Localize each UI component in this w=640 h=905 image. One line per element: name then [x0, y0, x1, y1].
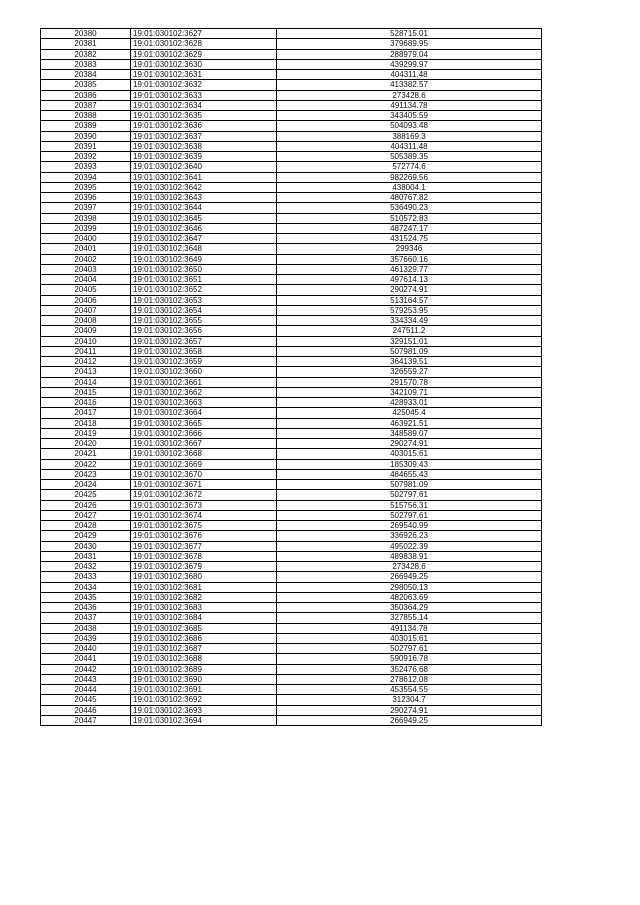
cadastral-number-cell: 19:01:030102:3671: [131, 480, 277, 490]
table-row: [41, 510, 542, 520]
value-cell: 343405.59: [277, 111, 542, 121]
table-row: [41, 223, 542, 233]
value-cell: 403015.61: [277, 633, 542, 643]
cadastral-number-cell: 19:01:030102:3653: [131, 295, 277, 305]
value-cell: 404311.48: [277, 141, 542, 151]
cadastral-number-cell: 19:01:030102:3644: [131, 203, 277, 213]
value-cell: 269540.99: [277, 521, 542, 531]
value-cell: 505389.35: [277, 152, 542, 162]
row-number-cell: 20390: [41, 131, 131, 141]
row-number-cell: 20425: [41, 490, 131, 500]
row-number-cell: 20432: [41, 562, 131, 572]
cadastral-number-cell: 19:01:030102:3656: [131, 326, 277, 336]
value-cell: 480767.82: [277, 193, 542, 203]
table-row: [41, 469, 542, 479]
row-number-cell: 20392: [41, 152, 131, 162]
value-cell: 326559.27: [277, 367, 542, 377]
row-number-cell: 20410: [41, 336, 131, 346]
row-number-cell: 20422: [41, 459, 131, 469]
row-number-cell: 20384: [41, 70, 131, 80]
cadastral-number-cell: 19:01:030102:3687: [131, 644, 277, 654]
table-row: [41, 633, 542, 643]
cadastral-number-cell: 19:01:030102:3630: [131, 59, 277, 69]
table-row: [41, 70, 542, 80]
row-number-cell: 20403: [41, 264, 131, 274]
table-row: [41, 715, 542, 725]
cadastral-number-cell: 19:01:030102:3677: [131, 541, 277, 551]
value-cell: 273428.6: [277, 90, 542, 100]
table-row: [41, 572, 542, 582]
cadastral-number-cell: 19:01:030102:3641: [131, 172, 277, 182]
value-cell: 327855.14: [277, 613, 542, 623]
value-cell: 342109.71: [277, 387, 542, 397]
cadastral-number-cell: 19:01:030102:3692: [131, 695, 277, 705]
row-number-cell: 20436: [41, 603, 131, 613]
row-number-cell: 20387: [41, 100, 131, 110]
cadastral-number-cell: 19:01:030102:3627: [131, 29, 277, 39]
table-row: [41, 305, 542, 315]
cadastral-number-cell: 19:01:030102:3651: [131, 275, 277, 285]
table-row: [41, 521, 542, 531]
table-row: [41, 285, 542, 295]
row-number-cell: 20445: [41, 695, 131, 705]
table-row: [41, 346, 542, 356]
row-number-cell: 20394: [41, 172, 131, 182]
row-number-cell: 20426: [41, 500, 131, 510]
cadastral-number-cell: 19:01:030102:3691: [131, 685, 277, 695]
row-number-cell: 20416: [41, 398, 131, 408]
row-number-cell: 20414: [41, 377, 131, 387]
cadastral-number-cell: 19:01:030102:3650: [131, 264, 277, 274]
cadastral-number-cell: 19:01:030102:3678: [131, 551, 277, 561]
cadastral-number-cell: 19:01:030102:3673: [131, 500, 277, 510]
table-row: [41, 644, 542, 654]
value-cell: 404311.48: [277, 70, 542, 80]
table-row: [41, 275, 542, 285]
value-cell: 185309.43: [277, 459, 542, 469]
table-row: [41, 29, 542, 39]
value-cell: 291570.78: [277, 377, 542, 387]
table-row: [41, 336, 542, 346]
value-cell: 388169.3: [277, 131, 542, 141]
cadastral-number-cell: 19:01:030102:3689: [131, 664, 277, 674]
value-cell: 536490.23: [277, 203, 542, 213]
table-row: [41, 49, 542, 59]
table-row: [41, 705, 542, 715]
row-number-cell: 20399: [41, 223, 131, 233]
row-number-cell: 20405: [41, 285, 131, 295]
cadastral-number-cell: 19:01:030102:3643: [131, 193, 277, 203]
cadastral-number-cell: 19:01:030102:3682: [131, 592, 277, 602]
table-row: [41, 182, 542, 192]
value-cell: 299346: [277, 244, 542, 254]
value-cell: 290274.91: [277, 439, 542, 449]
row-number-cell: 20433: [41, 572, 131, 582]
table-row: [41, 695, 542, 705]
cadastral-number-cell: 19:01:030102:3640: [131, 162, 277, 172]
table-row: [41, 459, 542, 469]
row-number-cell: 20402: [41, 254, 131, 264]
cadastral-number-cell: 19:01:030102:3629: [131, 49, 277, 59]
table-row: [41, 674, 542, 684]
cadastral-number-cell: 19:01:030102:3637: [131, 131, 277, 141]
value-cell: 572774.6: [277, 162, 542, 172]
table-row: [41, 367, 542, 377]
cadastral-number-cell: 19:01:030102:3690: [131, 674, 277, 684]
row-number-cell: 20398: [41, 213, 131, 223]
table-row: [41, 244, 542, 254]
cadastral-number-cell: 19:01:030102:3642: [131, 182, 277, 192]
row-number-cell: 20428: [41, 521, 131, 531]
table-row: [41, 39, 542, 49]
value-cell: 278612.08: [277, 674, 542, 684]
table-row: [41, 111, 542, 121]
value-cell: 491134.78: [277, 100, 542, 110]
table-row: [41, 500, 542, 510]
table-row: [41, 551, 542, 561]
value-cell: 463921.51: [277, 418, 542, 428]
table-row: [41, 613, 542, 623]
cadastral-number-cell: 19:01:030102:3635: [131, 111, 277, 121]
cadastral-number-cell: 19:01:030102:3646: [131, 223, 277, 233]
row-number-cell: 20415: [41, 387, 131, 397]
cadastral-number-cell: 19:01:030102:3694: [131, 715, 277, 725]
cadastral-number-cell: 19:01:030102:3666: [131, 428, 277, 438]
table-row: [41, 377, 542, 387]
cadastral-number-cell: 19:01:030102:3652: [131, 285, 277, 295]
value-cell: 507981.09: [277, 480, 542, 490]
table-row: [41, 316, 542, 326]
row-number-cell: 20437: [41, 613, 131, 623]
cadastral-number-cell: 19:01:030102:3638: [131, 141, 277, 151]
row-number-cell: 20421: [41, 449, 131, 459]
value-cell: 273428.6: [277, 562, 542, 572]
value-cell: 428933.01: [277, 398, 542, 408]
cadastral-number-cell: 19:01:030102:3648: [131, 244, 277, 254]
cadastral-number-cell: 19:01:030102:3669: [131, 459, 277, 469]
cadastral-value-table: [40, 28, 542, 726]
table-row: [41, 131, 542, 141]
value-cell: 453554.55: [277, 685, 542, 695]
cadastral-number-cell: 19:01:030102:3667: [131, 439, 277, 449]
row-number-cell: 20429: [41, 531, 131, 541]
value-cell: 266949.25: [277, 572, 542, 582]
cadastral-number-cell: 19:01:030102:3632: [131, 80, 277, 90]
value-cell: 982269.56: [277, 172, 542, 182]
value-cell: 502797.61: [277, 510, 542, 520]
value-cell: 357660.16: [277, 254, 542, 264]
row-number-cell: 20435: [41, 592, 131, 602]
table-row: [41, 603, 542, 613]
cadastral-number-cell: 19:01:030102:3683: [131, 603, 277, 613]
cadastral-number-cell: 19:01:030102:3654: [131, 305, 277, 315]
row-number-cell: 20401: [41, 244, 131, 254]
table-row: [41, 439, 542, 449]
row-number-cell: 20440: [41, 644, 131, 654]
row-number-cell: 20391: [41, 141, 131, 151]
value-cell: 379689.95: [277, 39, 542, 49]
cadastral-number-cell: 19:01:030102:3684: [131, 613, 277, 623]
cadastral-number-cell: 19:01:030102:3674: [131, 510, 277, 520]
cadastral-number-cell: 19:01:030102:3665: [131, 418, 277, 428]
table-row: [41, 592, 542, 602]
table-row: [41, 100, 542, 110]
value-cell: 497614.13: [277, 275, 542, 285]
row-number-cell: 20388: [41, 111, 131, 121]
row-number-cell: 20385: [41, 80, 131, 90]
cadastral-number-cell: 19:01:030102:3676: [131, 531, 277, 541]
row-number-cell: 20419: [41, 428, 131, 438]
table-body: [41, 29, 542, 726]
table-row: [41, 59, 542, 69]
row-number-cell: 20382: [41, 49, 131, 59]
cadastral-number-cell: 19:01:030102:3633: [131, 90, 277, 100]
table-row: [41, 623, 542, 633]
table-row: [41, 162, 542, 172]
value-cell: 312304.7: [277, 695, 542, 705]
value-cell: 348589.07: [277, 428, 542, 438]
row-number-cell: 20400: [41, 234, 131, 244]
value-cell: 266949.25: [277, 715, 542, 725]
value-cell: 484655.43: [277, 469, 542, 479]
row-number-cell: 20395: [41, 182, 131, 192]
table-row: [41, 234, 542, 244]
row-number-cell: 20393: [41, 162, 131, 172]
cadastral-number-cell: 19:01:030102:3631: [131, 70, 277, 80]
cadastral-number-cell: 19:01:030102:3649: [131, 254, 277, 264]
value-cell: 290274.91: [277, 705, 542, 715]
row-number-cell: 20441: [41, 654, 131, 664]
row-number-cell: 20446: [41, 705, 131, 715]
value-cell: 491134.78: [277, 623, 542, 633]
value-cell: 515756.31: [277, 500, 542, 510]
value-cell: 352476.68: [277, 664, 542, 674]
row-number-cell: 20427: [41, 510, 131, 520]
cadastral-number-cell: 19:01:030102:3658: [131, 346, 277, 356]
cadastral-number-cell: 19:01:030102:3660: [131, 367, 277, 377]
row-number-cell: 20397: [41, 203, 131, 213]
table-row: [41, 213, 542, 223]
table-row: [41, 685, 542, 695]
value-cell: 334334.49: [277, 316, 542, 326]
value-cell: 431524.75: [277, 234, 542, 244]
row-number-cell: 20407: [41, 305, 131, 315]
value-cell: 579253.95: [277, 305, 542, 315]
table-row: [41, 80, 542, 90]
table-row: [41, 141, 542, 151]
row-number-cell: 20411: [41, 346, 131, 356]
value-cell: 502797.61: [277, 644, 542, 654]
cadastral-number-cell: 19:01:030102:3663: [131, 398, 277, 408]
row-number-cell: 20386: [41, 90, 131, 100]
row-number-cell: 20420: [41, 439, 131, 449]
table-row: [41, 398, 542, 408]
value-cell: 329151.01: [277, 336, 542, 346]
table-row: [41, 326, 542, 336]
value-cell: 438004.1: [277, 182, 542, 192]
cadastral-number-cell: 19:01:030102:3675: [131, 521, 277, 531]
value-cell: 528715.01: [277, 29, 542, 39]
table-row: [41, 387, 542, 397]
cadastral-number-cell: 19:01:030102:3664: [131, 408, 277, 418]
table-row: [41, 418, 542, 428]
cadastral-number-cell: 19:01:030102:3647: [131, 234, 277, 244]
cadastral-number-cell: 19:01:030102:3679: [131, 562, 277, 572]
cadastral-number-cell: 19:01:030102:3668: [131, 449, 277, 459]
row-number-cell: 20431: [41, 551, 131, 561]
cadastral-number-cell: 19:01:030102:3661: [131, 377, 277, 387]
value-cell: 290274.91: [277, 285, 542, 295]
table-row: [41, 172, 542, 182]
row-number-cell: 20438: [41, 623, 131, 633]
row-number-cell: 20439: [41, 633, 131, 643]
table-row: [41, 562, 542, 572]
row-number-cell: 20409: [41, 326, 131, 336]
table-row: [41, 449, 542, 459]
table-row: [41, 264, 542, 274]
table-row: [41, 531, 542, 541]
table-row: [41, 254, 542, 264]
row-number-cell: 20406: [41, 295, 131, 305]
cadastral-number-cell: 19:01:030102:3680: [131, 572, 277, 582]
cadastral-number-cell: 19:01:030102:3672: [131, 490, 277, 500]
row-number-cell: 20383: [41, 59, 131, 69]
row-number-cell: 20418: [41, 418, 131, 428]
row-number-cell: 20444: [41, 685, 131, 695]
table-row: [41, 152, 542, 162]
row-number-cell: 20423: [41, 469, 131, 479]
value-cell: 487247.17: [277, 223, 542, 233]
cadastral-number-cell: 19:01:030102:3645: [131, 213, 277, 223]
cadastral-number-cell: 19:01:030102:3655: [131, 316, 277, 326]
row-number-cell: 20412: [41, 357, 131, 367]
row-number-cell: 20408: [41, 316, 131, 326]
table-row: [41, 203, 542, 213]
row-number-cell: 20389: [41, 121, 131, 131]
table-row: [41, 582, 542, 592]
value-cell: 502797.61: [277, 490, 542, 500]
value-cell: 336926.23: [277, 531, 542, 541]
table-row: [41, 193, 542, 203]
cadastral-number-cell: 19:01:030102:3670: [131, 469, 277, 479]
row-number-cell: 20447: [41, 715, 131, 725]
value-cell: 413382.57: [277, 80, 542, 90]
row-number-cell: 20424: [41, 480, 131, 490]
table-row: [41, 664, 542, 674]
cadastral-number-cell: 19:01:030102:3688: [131, 654, 277, 664]
row-number-cell: 20442: [41, 664, 131, 674]
row-number-cell: 20404: [41, 275, 131, 285]
table-row: [41, 295, 542, 305]
table-row: [41, 121, 542, 131]
cadastral-number-cell: 19:01:030102:3662: [131, 387, 277, 397]
value-cell: 288979.04: [277, 49, 542, 59]
cadastral-number-cell: 19:01:030102:3636: [131, 121, 277, 131]
cadastral-number-cell: 19:01:030102:3685: [131, 623, 277, 633]
row-number-cell: 20396: [41, 193, 131, 203]
row-number-cell: 20430: [41, 541, 131, 551]
cadastral-number-cell: 19:01:030102:3693: [131, 705, 277, 715]
cadastral-number-cell: 19:01:030102:3628: [131, 39, 277, 49]
cadastral-number-cell: 19:01:030102:3639: [131, 152, 277, 162]
row-number-cell: 20434: [41, 582, 131, 592]
cadastral-number-cell: 19:01:030102:3659: [131, 357, 277, 367]
value-cell: 507981.09: [277, 346, 542, 356]
table-row: [41, 408, 542, 418]
value-cell: 403015.61: [277, 449, 542, 459]
row-number-cell: 20413: [41, 367, 131, 377]
table-row: [41, 357, 542, 367]
value-cell: 298050.13: [277, 582, 542, 592]
value-cell: 425045.4: [277, 408, 542, 418]
cadastral-number-cell: 19:01:030102:3681: [131, 582, 277, 592]
value-cell: 364139.51: [277, 357, 542, 367]
table-row: [41, 428, 542, 438]
row-number-cell: 20417: [41, 408, 131, 418]
row-number-cell: 20443: [41, 674, 131, 684]
value-cell: 247511.2: [277, 326, 542, 336]
value-cell: 461329.77: [277, 264, 542, 274]
table-row: [41, 541, 542, 551]
value-cell: 513164.57: [277, 295, 542, 305]
value-cell: 439299.97: [277, 59, 542, 69]
value-cell: 590916.78: [277, 654, 542, 664]
table-row: [41, 490, 542, 500]
table-row: [41, 480, 542, 490]
row-number-cell: 20380: [41, 29, 131, 39]
cadastral-number-cell: 19:01:030102:3634: [131, 100, 277, 110]
cadastral-number-cell: 19:01:030102:3686: [131, 633, 277, 643]
table-row: [41, 90, 542, 100]
cadastral-number-cell: 19:01:030102:3657: [131, 336, 277, 346]
row-number-cell: 20381: [41, 39, 131, 49]
value-cell: 489838.91: [277, 551, 542, 561]
value-cell: 482063.69: [277, 592, 542, 602]
value-cell: 350364.29: [277, 603, 542, 613]
value-cell: 495022.39: [277, 541, 542, 551]
table-row: [41, 654, 542, 664]
value-cell: 504093.48: [277, 121, 542, 131]
value-cell: 510572.83: [277, 213, 542, 223]
